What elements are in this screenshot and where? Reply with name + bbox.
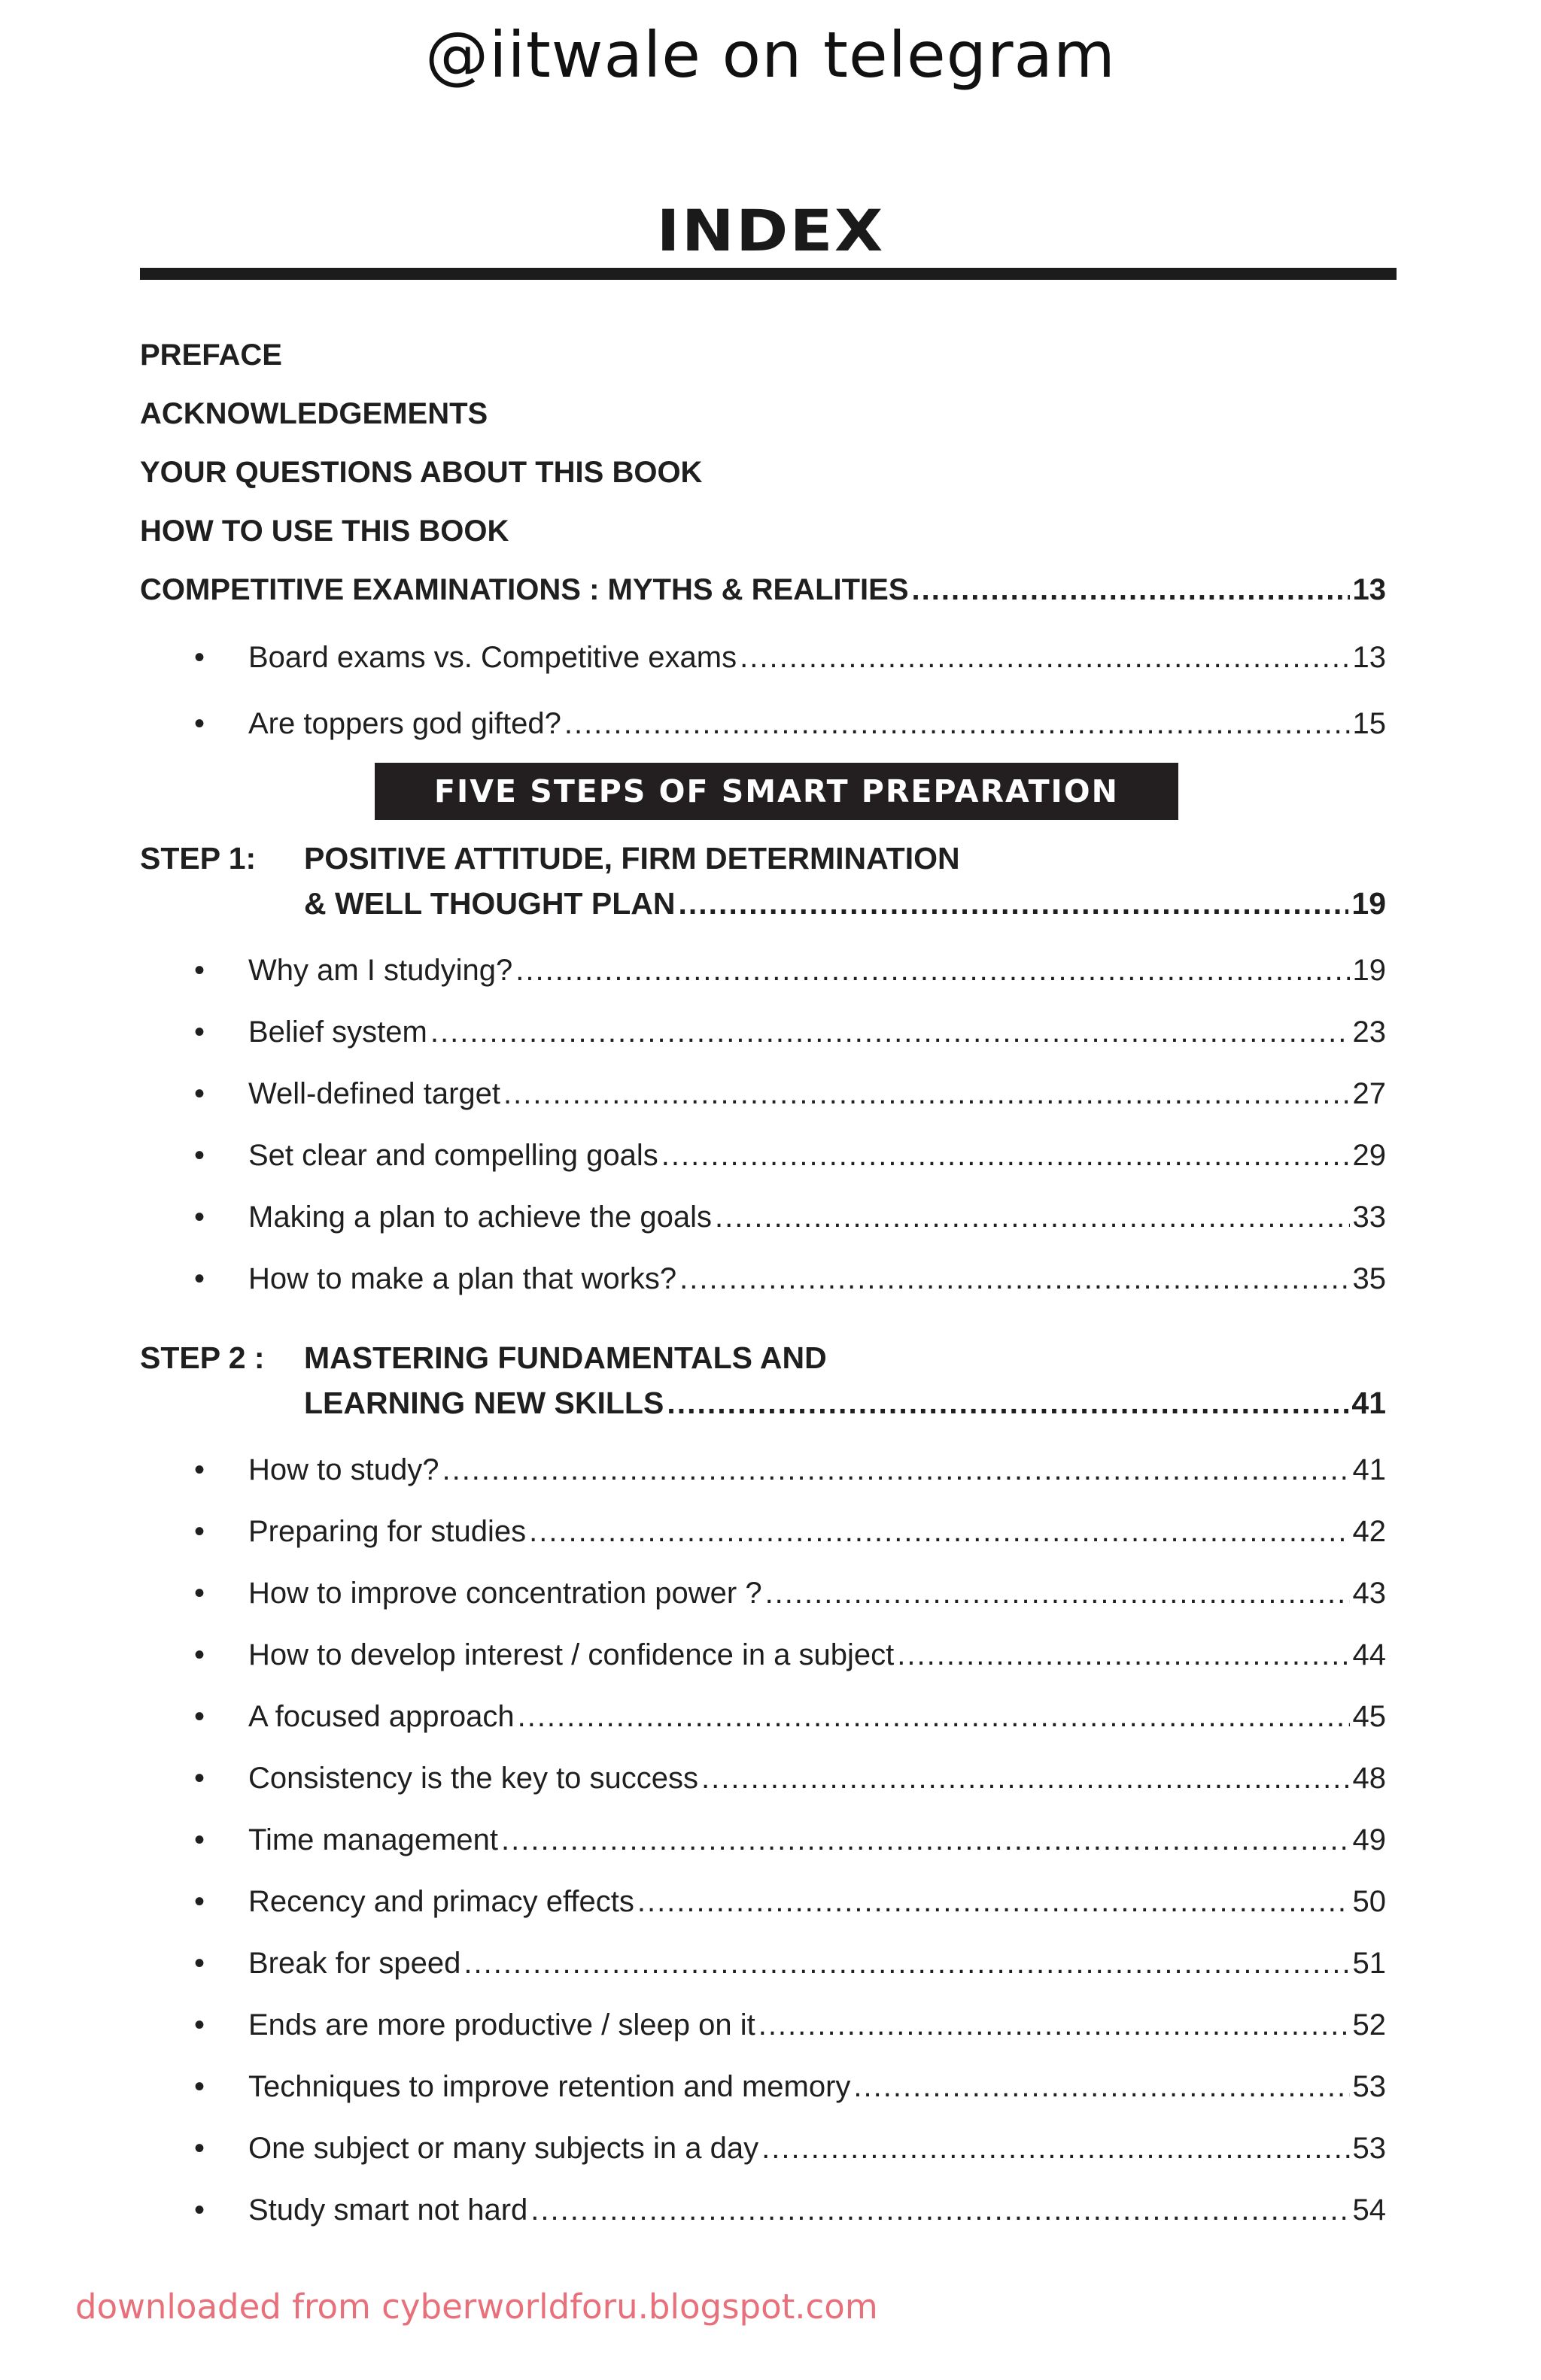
toc-page-number: 29 (1352, 1139, 1386, 1172)
toc-page-number: 51 (1352, 1947, 1386, 1980)
toc-item (248, 2193, 1386, 2227)
toc-item (248, 1515, 1386, 1549)
bullet-icon: • (194, 2008, 205, 2042)
toc-item-label: Recency and primacy effects (248, 1885, 634, 1918)
toc-item (248, 954, 1386, 988)
toc-page-number: 53 (1352, 2132, 1386, 2165)
toc-item-label: Set clear and compelling goals (248, 1139, 658, 1172)
toc-page-number: 33 (1352, 1201, 1386, 1234)
bullet-icon: • (194, 1947, 205, 1980)
bullet-icon: • (194, 707, 205, 740)
leader-dots (661, 1139, 1350, 1173)
bullet-icon: • (194, 2132, 205, 2165)
step1-title-line1: POSITIVE ATTITUDE, FIRM DETERMINATION (304, 841, 960, 876)
toc-item (248, 1453, 1386, 1487)
leader-dots (442, 1453, 1349, 1487)
toc-page-number: 41 (1352, 1453, 1386, 1486)
toc-entry-label: COMPETITIVE EXAMINATIONS : MYTHS & REALITIES (140, 573, 909, 606)
toc-item (248, 2132, 1386, 2166)
toc-item-label: Ends are more productive / sleep on it (248, 2008, 755, 2042)
toc-page-number: 53 (1352, 2070, 1386, 2103)
leader-dots (530, 2193, 1349, 2227)
toc-item-label: How to study? (248, 1453, 439, 1486)
bullet-icon: • (194, 1762, 205, 1795)
step2-title-line1: MASTERING FUNDAMENTALS AND (304, 1340, 827, 1375)
step2-title-line2: LEARNING NEW SKILLS (304, 1386, 664, 1420)
leader-dots (564, 707, 1350, 741)
toc-item-label: How to improve concentration power ? (248, 1577, 762, 1610)
leader-dots (765, 1577, 1350, 1610)
toc-item (248, 1885, 1386, 1919)
toc-page-number: 52 (1352, 2008, 1386, 2042)
toc-front-how-to-use: HOW TO USE THIS BOOK (140, 515, 509, 548)
toc-item (248, 1947, 1386, 1981)
bullet-icon: • (194, 641, 205, 674)
leader-dots (503, 1077, 1350, 1111)
toc-item (248, 1139, 1386, 1173)
leader-dots (667, 1386, 1348, 1421)
toc-page-number: 42 (1352, 1515, 1386, 1548)
leader-dots (853, 2070, 1349, 2104)
leader-dots (740, 641, 1349, 675)
bullet-icon: • (194, 1015, 205, 1049)
bullet-icon: • (194, 1577, 205, 1610)
toc-item-label: How to develop interest / confidence in a subject (248, 1638, 895, 1671)
toc-page-number: 15 (1352, 707, 1386, 740)
leader-dots (912, 573, 1350, 607)
toc-page-number: 23 (1352, 1015, 1386, 1049)
toc-item (248, 707, 1386, 741)
leader-dots (518, 1700, 1350, 1734)
toc-page-number: 48 (1352, 1762, 1386, 1795)
toc-page-number: 19 (1351, 886, 1386, 921)
bullet-icon: • (194, 1823, 205, 1856)
bullet-icon: • (194, 1201, 205, 1234)
bullet-icon: • (194, 2193, 205, 2227)
toc-item-label: Board exams vs. Competitive exams (248, 641, 737, 674)
section-banner: FIVE STEPS OF SMART PREPARATION (375, 763, 1178, 820)
bullet-icon: • (194, 2070, 205, 2103)
toc-page-number: 44 (1352, 1638, 1386, 1671)
bullet-icon: • (194, 1885, 205, 1918)
toc-front-acknowledgements: ACKNOWLEDGEMENTS (140, 397, 488, 430)
leader-dots (897, 1638, 1349, 1672)
leader-dots (715, 1201, 1350, 1234)
leader-dots (637, 1885, 1350, 1919)
toc-page-number: 35 (1352, 1262, 1386, 1295)
toc-entry-myths-realities (140, 573, 1386, 607)
toc-item (248, 1762, 1386, 1796)
toc-item (248, 2008, 1386, 2042)
toc-item-label: Techniques to improve retention and memory (248, 2070, 851, 2103)
toc-item (248, 1201, 1386, 1234)
leader-dots (758, 2008, 1350, 2042)
toc-item-label: Belief system (248, 1015, 427, 1049)
toc-item-label: Making a plan to achieve the goals (248, 1201, 712, 1234)
toc-page-number: 49 (1352, 1823, 1386, 1856)
bullet-icon: • (194, 1638, 205, 1671)
toc-entry-step1 (304, 886, 1386, 921)
toc-item-label: Preparing for studies (248, 1515, 527, 1548)
toc-item-label: Well-defined target (248, 1077, 500, 1110)
leader-dots (430, 1015, 1350, 1049)
toc-entry-step2 (304, 1386, 1386, 1421)
toc-item (248, 1638, 1386, 1672)
toc-item (248, 641, 1386, 675)
toc-page-number: 41 (1351, 1386, 1386, 1420)
toc-item (248, 1700, 1386, 1734)
toc-page-number: 13 (1352, 573, 1386, 606)
toc-item-label: A focused approach (248, 1700, 515, 1733)
toc-page-number: 54 (1352, 2193, 1386, 2227)
toc-front-preface: PREFACE (140, 338, 282, 372)
toc-item (248, 1015, 1386, 1049)
toc-item-label: One subject or many subjects in a day (248, 2132, 759, 2165)
download-watermark: downloaded from cyberworldforu.blogspot.com (75, 2287, 878, 2327)
bullet-icon: • (194, 1262, 205, 1295)
bullet-icon: • (194, 1515, 205, 1548)
telegram-watermark: @iitwale on telegram (425, 18, 1116, 92)
step1-label: STEP 1: (140, 841, 257, 876)
toc-item-label: Study smart not hard (248, 2193, 528, 2227)
page-title: INDEX (656, 197, 885, 264)
leader-dots (515, 954, 1349, 988)
toc-item (248, 2070, 1386, 2104)
toc-page-number: 43 (1352, 1577, 1386, 1610)
step2-label: STEP 2 : (140, 1340, 265, 1375)
leader-dots (501, 1823, 1350, 1857)
bullet-icon: • (194, 1700, 205, 1733)
leader-dots (464, 1947, 1349, 1981)
bullet-icon: • (194, 954, 205, 987)
toc-item (248, 1577, 1386, 1610)
toc-item (248, 1823, 1386, 1857)
leader-dots (761, 2132, 1349, 2166)
toc-page-number: 27 (1352, 1077, 1386, 1110)
toc-page-number: 50 (1352, 1885, 1386, 1918)
toc-item-label: Consistency is the key to success (248, 1762, 699, 1795)
title-underline (140, 268, 1397, 280)
leader-dots (679, 1262, 1349, 1296)
toc-item-label: Why am I studying? (248, 954, 513, 987)
toc-item-label: Time management (248, 1823, 498, 1856)
toc-page-number: 45 (1352, 1700, 1386, 1733)
leader-dots (529, 1515, 1349, 1549)
toc-item (248, 1262, 1386, 1296)
toc-page-number: 19 (1352, 954, 1386, 987)
toc-item-label: How to make a plan that works? (248, 1262, 677, 1295)
toc-front-questions: YOUR QUESTIONS ABOUT THIS BOOK (140, 456, 703, 489)
toc-item (248, 1077, 1386, 1111)
bullet-icon: • (194, 1453, 205, 1486)
leader-dots (701, 1762, 1349, 1796)
toc-item-label: Are toppers god gifted? (248, 707, 561, 740)
bullet-icon: • (194, 1139, 205, 1172)
leader-dots (678, 886, 1348, 921)
toc-page-number: 13 (1352, 641, 1386, 674)
step1-title-line2: & WELL THOUGHT PLAN (304, 886, 676, 921)
toc-item-label: Break for speed (248, 1947, 461, 1980)
bullet-icon: • (194, 1077, 205, 1110)
